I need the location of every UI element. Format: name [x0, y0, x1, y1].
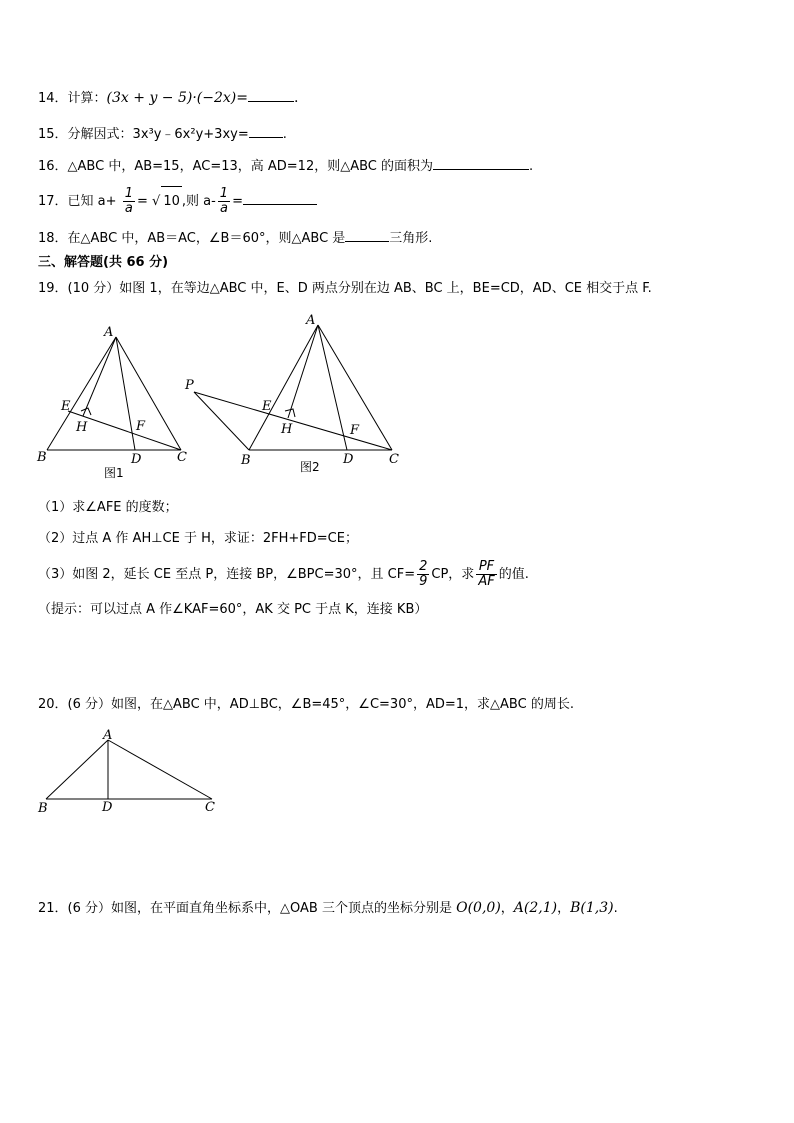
- q19-p3-fraction-2: $\frac{PF}{AF}$: [478, 559, 495, 589]
- figure-1: [47, 337, 181, 450]
- question-19-hint: （提示：可以过点 A 作∠KAF=60°，AK 交 PC 于点 K，连接 KB）: [38, 602, 428, 617]
- q18-text: 18．在△ABC 中，AB＝AC，∠B＝60°，则△ABC 是: [38, 231, 346, 246]
- section-heading: 三、解答题(共 66 分): [38, 255, 169, 270]
- q18-answer-blank[interactable]: [345, 227, 389, 242]
- q17-fraction-1: $\frac{1}{a}$: [124, 186, 133, 216]
- fig2-label-p: P: [185, 378, 194, 393]
- q17-equals-2: =: [232, 194, 243, 209]
- fig2-segment-ad: [318, 325, 347, 450]
- q21-sep-2: ，: [557, 901, 571, 916]
- fig2-caption: 图2: [300, 460, 320, 474]
- q16-answer-blank[interactable]: [433, 155, 529, 170]
- q17-fraction-2: $\frac{1}{a}$: [219, 186, 229, 216]
- fig1-label-b: B: [37, 450, 47, 465]
- q14-expression: (3x + y − 5)·(−2x): [106, 90, 237, 106]
- q17-answer-blank[interactable]: [243, 190, 317, 205]
- fig3-side-ac: [108, 740, 212, 799]
- q17-prefix: 17．已知 a+: [38, 194, 117, 209]
- question-17: [38, 186, 317, 217]
- q14-answer-blank[interactable]: [248, 87, 294, 102]
- q16-end: .: [529, 159, 534, 174]
- figure-3: [46, 740, 212, 799]
- figure-2: [194, 325, 392, 450]
- question-19-part-1: （1）求∠AFE 的度数；: [38, 500, 178, 515]
- question-19-part-2: （2）过点 A 作 AH⊥CE 于 H，求证：2FH+FD=CE；: [38, 531, 358, 546]
- q19-p3-text-a: （3）如图 2，延长 CE 至点 P，连接 BP，∠BPC=30°，且 CF=: [38, 567, 416, 582]
- fig2-label-b: B: [241, 453, 251, 468]
- fig1-label-d: D: [131, 452, 142, 467]
- fig3-label-b: B: [38, 801, 48, 816]
- fig2-label-e: E: [262, 399, 272, 414]
- question-19-part-3: [38, 558, 529, 592]
- fig2-label-h: H: [281, 422, 293, 437]
- q17-middle: ,则 a-: [181, 194, 216, 209]
- q17-radicand: 10: [161, 186, 182, 217]
- q21-sep-1: ，: [500, 901, 514, 916]
- q17-equals-1: =: [136, 194, 148, 209]
- fig1-label-f: F: [136, 419, 146, 434]
- q14-end: .: [294, 90, 299, 106]
- q21-text: 21．(6 分）如图，在平面直角坐标系中，△OAB 三个顶点的坐标分别是: [38, 901, 452, 916]
- q21-end: .: [613, 901, 618, 916]
- fig3-label-d: D: [102, 800, 113, 815]
- q19-p3-text-c: 的值.: [498, 567, 529, 582]
- fig2-label-f: F: [350, 423, 360, 438]
- question-19-stem: 19．(10 分）如图 1，在等边△ABC 中，E、D 两点分别在边 AB、BC 上，BE=CD，AD、CE 相交于点 F.: [38, 281, 652, 296]
- fig1-label-c: C: [177, 450, 187, 465]
- fig3-side-ab: [46, 740, 108, 799]
- fig1-segment-ah: [83, 337, 116, 416]
- fig1-caption: 图1: [104, 466, 124, 480]
- q14-equals: =: [236, 90, 248, 106]
- fig2-label-d: D: [343, 452, 354, 467]
- question-20: 20．(6 分）如图，在△ABC 中，AD⊥BC，∠B=45°，∠C=30°，AD=1，求△ABC 的周长.: [38, 697, 574, 712]
- fig1-right-angle-mark: [81, 408, 91, 415]
- q15-text: 15．分解因式：3x³y﹣6x²y+3xy=: [38, 127, 249, 142]
- q15-answer-blank[interactable]: [249, 123, 283, 138]
- q18-end: 三角形.: [389, 231, 433, 246]
- question-18: [38, 227, 432, 249]
- fig1-label-a: A: [104, 325, 114, 340]
- q21-point-o: O(0,0): [456, 900, 501, 916]
- q19-figures: [0, 310, 420, 480]
- q19-p3-text-b: CP，求: [431, 567, 475, 582]
- q14-number: 14．计算：: [38, 91, 107, 106]
- q21-point-b: B(1,3): [570, 900, 614, 916]
- question-15: [38, 123, 287, 145]
- fig2-label-a: A: [306, 313, 316, 328]
- sqrt-sign: √: [152, 194, 161, 209]
- question-21: [38, 898, 618, 919]
- q20-figure: [0, 725, 240, 820]
- question-14: [38, 87, 298, 109]
- fig2-label-c: C: [389, 452, 399, 467]
- fig1-label-e: E: [61, 399, 71, 414]
- fig1-label-h: H: [76, 420, 88, 435]
- fig2-segment-pb: [194, 392, 249, 450]
- q16-text: 16．△ABC 中，AB=15，AC=13，高 AD=12，则△ABC 的面积为: [38, 159, 434, 174]
- q21-point-a: A(2,1): [513, 900, 558, 916]
- fig3-label-a: A: [103, 728, 113, 743]
- fig3-label-c: C: [205, 800, 215, 815]
- q19-p3-fraction-1: $\frac{2}{9}$: [419, 559, 428, 589]
- q15-end: .: [282, 127, 287, 142]
- question-16: [38, 155, 533, 177]
